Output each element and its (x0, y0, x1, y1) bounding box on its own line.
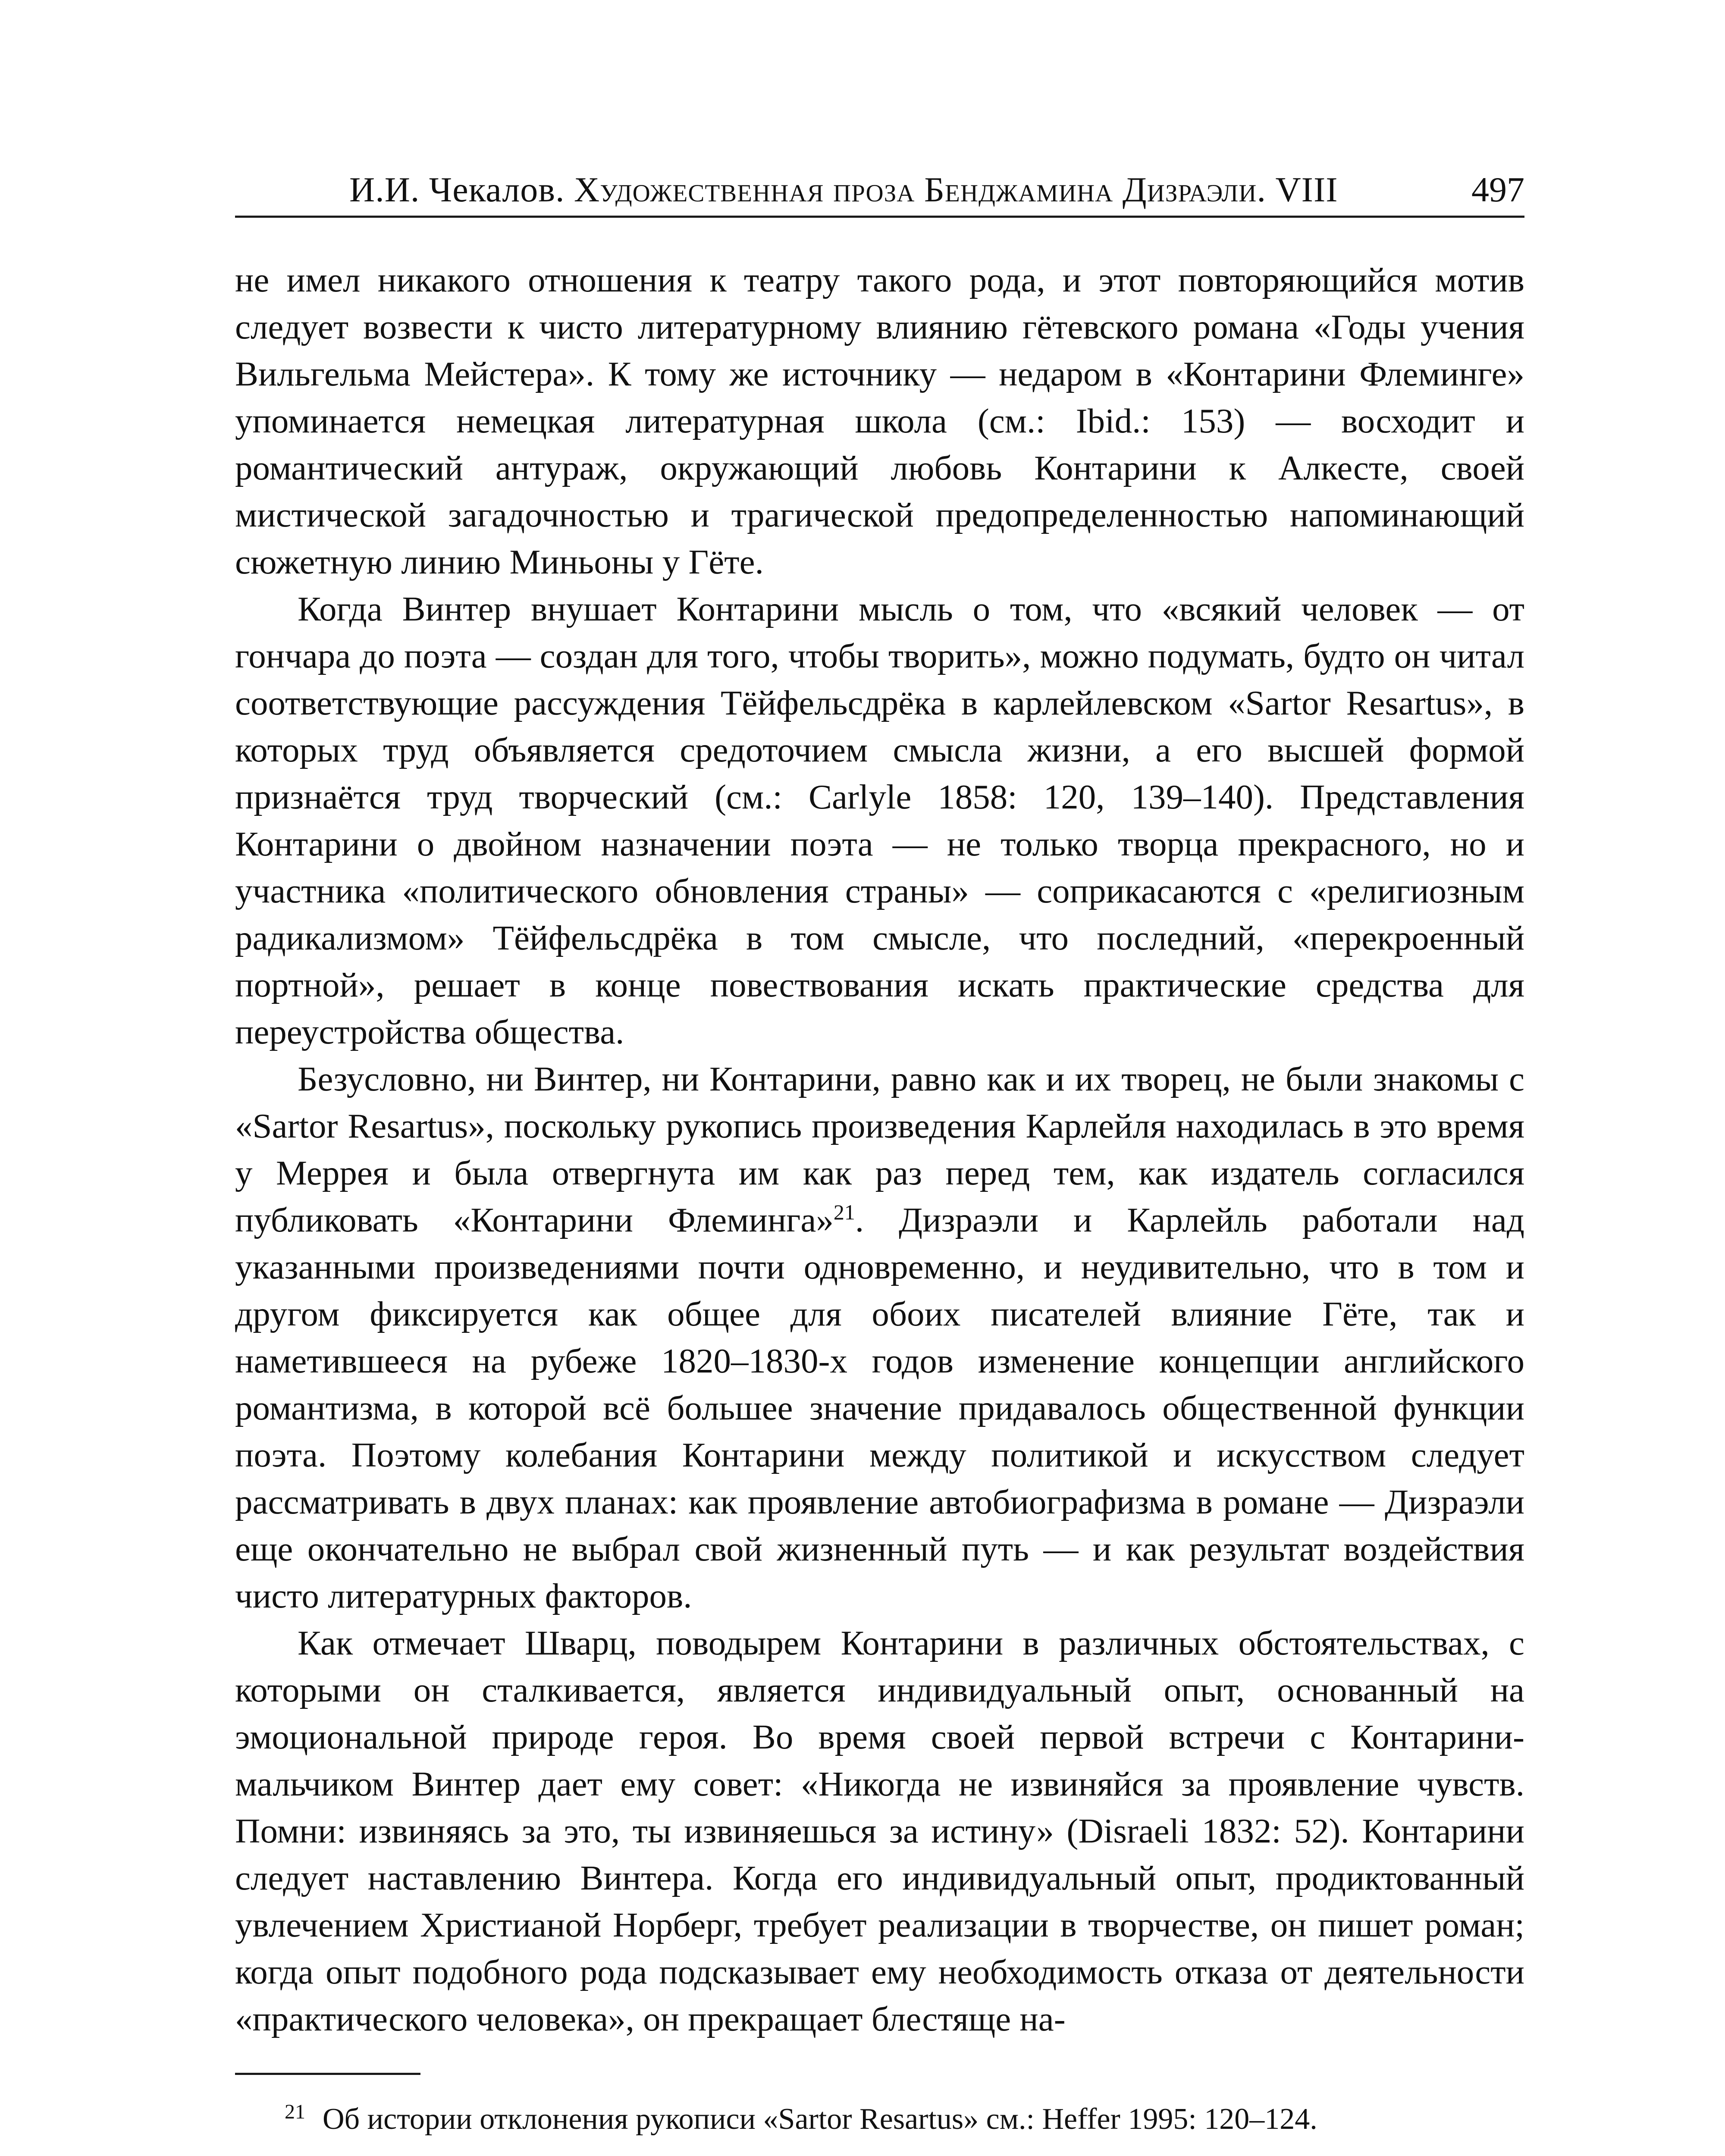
page-number: 497 (1471, 170, 1524, 209)
paragraph-2: Когда Винтер внушает Контарини мысль о том, что «всякий человек — от гончара до поэта — создан для того, чтобы творить», можно подумать, будто он читал соответствующие рассуждения Тёйфельсдрёка в карлейлевском «Sartor Resartus», в которых труд объявляется средоточием смысла жизни, а его высшей формой признаётся труд творческий (см.: Carlyle 1858: 120, 139–140). Представления Контарини о двойном назначении поэта — не только творца прекрасного, но и участника «политического обновления страны» — соприкасаются с «религиозным радикализмом» Тёйфельсдрёка в том смысле, что последний, «перекроенный портной», решает в конце повествования искать практические средства для переустройства общества. (235, 589, 1524, 1051)
paragraph-3 (235, 1056, 1524, 1620)
footnote-divider (235, 2073, 420, 2075)
running-head-title (349, 164, 1338, 216)
running-head (235, 164, 1524, 218)
page (235, 164, 1524, 2140)
body-text (235, 257, 1524, 2043)
paragraph-3-part-2: . Дизраэли и Карлейль работали над указанными произведениями почти одновременно, и неудивительно, что в том и другом фиксируется как общее для обоих писателей влияние Гёте, так и наметившееся на рубеже 1820–1830-х годов изменение концепции английского романтизма, в которой всё большее значение придавалось общественной функции поэта. Поэтому колебания Контарини между политикой и искусством следует рассматривать в двух планах: как проявление автобиографизма в романе — Дизраэли еще окончательно не выбрал свой жизненный путь — и как результат воздействия чисто литературных факторов. (235, 1200, 1524, 1615)
footnote-number: 21 (285, 2100, 305, 2123)
paragraph-1: не имел никакого отношения к театру такого рода, и этот повторяющийся мотив следует возвести к чисто литературному влиянию гётевского романа «Годы учения Вильгельма Мейстера». К тому же источнику — недаром в «Контарини Флеминге» упоминается немецкая литературная школа (см.: Ibid.: 153) — восходит и романтический антураж, окружающий любовь Контарини к Алкесте, своей мистической загадочностью и трагической предопределенностью напоминающий сюжетную линию Миньоны у Гёте. (235, 260, 1524, 581)
footnote-reference[interactable]: 21 (833, 1200, 855, 1224)
running-head-work-title: Художественная проза Бенджамина Дизраэли. VIII (574, 170, 1338, 209)
footnote (235, 2099, 1524, 2140)
paragraph-4: Как отмечает Шварц, поводырем Контарини в различных обстоятельствах, с которыми он сталкивается, является индивидуальный опыт, основанный на эмоциональной природе героя. Во время своей первой встречи с Контарини-мальчиком Винтер дает ему совет: «Никогда не извиняйся за проявление чувств. Помни: извиняясь за это, ты извиняешься за истину» (Disraeli 1832: 52). Контарини следует наставлению Винтера. Когда его индивидуальный опыт, продиктованный увлечением Христианой Норберг, требует реализации в творчестве, он пишет роман; когда опыт подобного рода подсказывает ему необходимость отказа от деятельности «практического человека», он прекращает блестяще на- (235, 1623, 1524, 2038)
running-head-author: И.И. Чекалов. (349, 170, 565, 209)
footnote-text: Об истории отклонения рукописи «Sartor Resartus» см.: Heffer 1995: 120–124. (323, 2103, 1317, 2136)
paragraph-3-part-1: Безусловно, ни Винтер, ни Контарини, равно как и их творец, не были знакомы с «Sartor Resartus», поскольку рукопись произведения Карлейля находилась в это время у Меррея и была отвергнута им как раз перед тем, как издатель согласился публиковать «Контарини Флеминга» (235, 1059, 1524, 1239)
